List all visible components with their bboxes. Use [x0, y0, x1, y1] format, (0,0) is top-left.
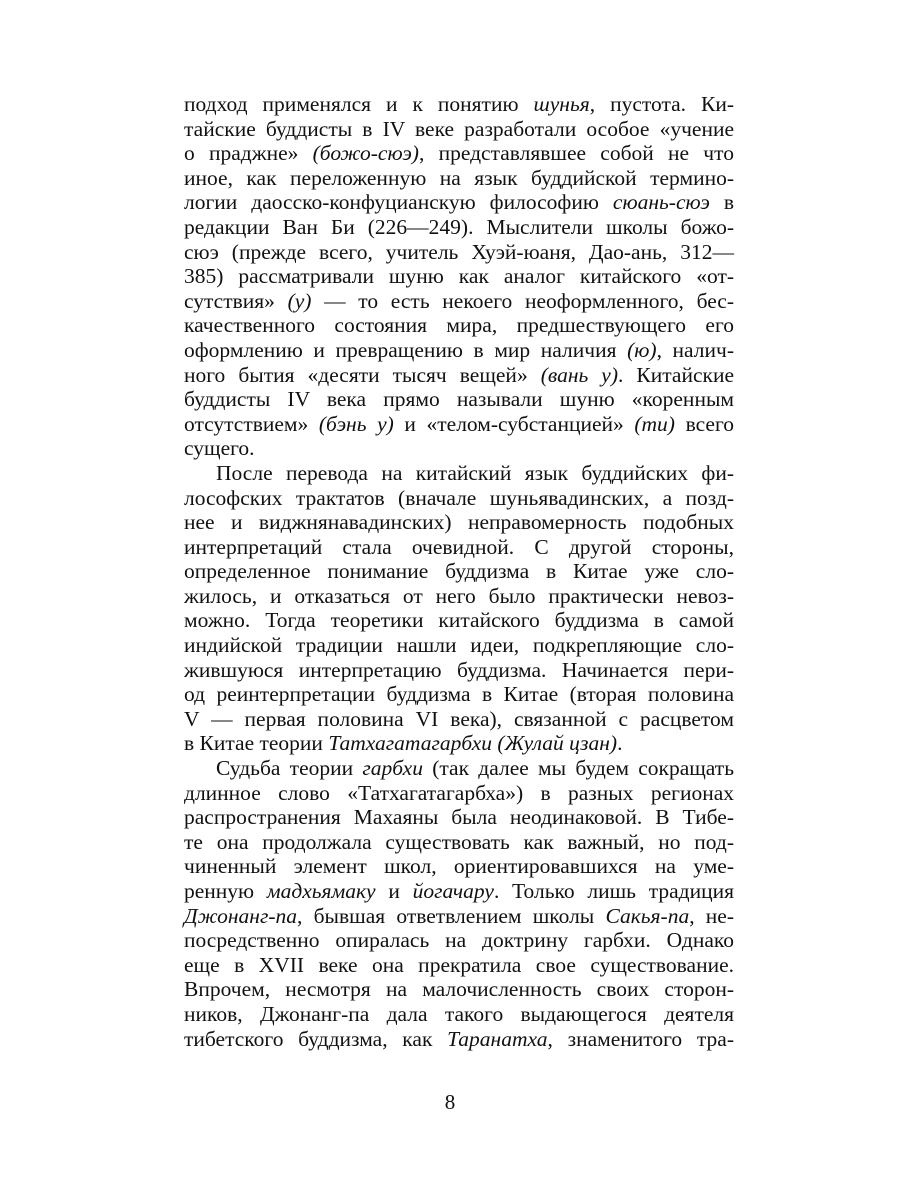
text-line	[184, 781, 734, 806]
italic-term: шунья	[533, 92, 590, 116]
text-line	[184, 264, 734, 289]
text-run: V — первая половина VI века), связанной с расцветом	[184, 706, 734, 731]
text-run: в Китае теории	[184, 731, 329, 756]
text-line	[184, 584, 734, 609]
text-run: ников, Джонанг-па дала такого выдающегося деятеля	[184, 1001, 734, 1026]
text-line	[184, 830, 734, 855]
text-run: ного бытия «десяти тысяч вещей»	[184, 362, 541, 387]
text-run: сюэ (прежде всего, учитель Хуэй-юаня, Дао-ань, 312—	[184, 239, 734, 264]
text-run: , налич-	[656, 337, 734, 362]
italic-term: Сакья-па	[605, 903, 690, 928]
text-run: отсутствием»	[184, 411, 319, 436]
text-run: еще в XVII веке она прекратила свое существование.	[184, 952, 734, 977]
text-run: тибетского буддизма, как	[184, 1026, 448, 1051]
text-run: в	[709, 190, 734, 215]
text-run: индийской традиции нашли идеи, подкрепляющие сло-	[184, 633, 734, 658]
text-run: иное, как переложенную на язык буддийской термино-	[184, 165, 734, 190]
text-line	[184, 240, 734, 265]
text-run: .	[617, 731, 623, 756]
text-run: — то есть некоего неоформленного, бес-	[311, 288, 735, 313]
text-line	[184, 953, 734, 978]
italic-term: (ти)	[634, 411, 675, 436]
text-line	[184, 461, 734, 486]
text-line	[184, 338, 734, 363]
text-line	[184, 904, 734, 929]
text-run: , знаменитого тра-	[547, 1026, 734, 1051]
text-run: 385) рассматривали шуню как аналог китайского «от-	[184, 264, 734, 289]
text-run: Судьба теории	[216, 756, 363, 781]
text-line	[184, 190, 734, 215]
text-line	[184, 854, 734, 879]
text-run: и «телом-субстанцией»	[393, 411, 635, 436]
text-run: подход применялся и к понятию	[184, 92, 534, 116]
italic-term: (бэнь у)	[318, 411, 394, 436]
text-run: жилось, и отказаться от него было практически невоз-	[184, 583, 734, 608]
text-run: сутствия»	[184, 288, 288, 313]
text-run: тайские буддисты в IV веке разработали особое «учение	[184, 116, 734, 141]
text-line	[184, 387, 734, 412]
text-run: те она продолжала существовать как важный, но под-	[184, 829, 734, 854]
page-number: 8	[444, 1090, 456, 1114]
text-line	[184, 141, 734, 166]
text-run: После перевода на китайский язык буддийских фи-	[216, 460, 734, 485]
text-line	[184, 313, 734, 338]
italic-term: гарбхи	[362, 756, 423, 781]
text-line	[184, 486, 734, 511]
text-run: и	[375, 879, 413, 903]
text-run: логии даосско-конфуцианскую философию	[184, 190, 613, 215]
italic-term: (у)	[287, 288, 312, 313]
text-line	[184, 608, 734, 633]
text-run: редакции Ван Би (226—249). Мыслители школы божо-	[184, 214, 734, 239]
text-run: нее и виджнянавадинских) неправомерность подобных	[184, 510, 734, 535]
text-run: ренную	[184, 879, 267, 903]
text-run: о праджне»	[184, 141, 313, 166]
text-line	[184, 633, 734, 658]
text-run: посредственно опиралась на доктрину гарбхи. Однако	[184, 928, 734, 953]
text-line	[184, 682, 734, 707]
text-line	[184, 928, 734, 953]
body-text	[184, 92, 734, 1051]
text-line	[184, 510, 734, 535]
text-line	[184, 117, 734, 142]
text-run: чиненный элемент школ, ориентировавшихся на уме-	[184, 854, 734, 879]
text-run: од реинтерпретации буддизма в Китае (вторая половина	[184, 682, 734, 707]
text-line	[184, 92, 734, 117]
text-line	[184, 412, 734, 437]
text-run: сущего.	[184, 436, 255, 461]
text-line	[184, 559, 734, 584]
text-run: качественного состояния мира, предшествующего его	[184, 313, 734, 338]
text-line	[184, 879, 734, 904]
text-line	[184, 436, 734, 461]
text-run: . Только лишь традиция	[493, 879, 734, 903]
text-run: всего	[674, 411, 734, 436]
text-run: (так далее мы будем сокращать	[422, 756, 734, 781]
text-run: жившуюся интерпретацию буддизма. Начинается пери-	[184, 657, 734, 682]
text-line	[184, 1027, 734, 1052]
text-run: , бывшая ответвлением школы	[297, 903, 606, 928]
italic-term: (божо-сюэ)	[312, 141, 419, 166]
text-line	[184, 977, 734, 1002]
text-run: интерпретаций стала очевидной. С другой стороны,	[184, 534, 734, 559]
text-run: лософских трактатов (вначале шуньявадинских, а позд-	[184, 485, 734, 510]
text-line	[184, 363, 734, 388]
text-line	[184, 1002, 734, 1027]
text-run: оформлению и превращению в мир наличия	[184, 337, 628, 362]
text-line	[184, 166, 734, 191]
text-run: длинное слово «Татхагатагарбха») в разных регионах	[184, 780, 734, 805]
italic-term: Джонанг-па	[184, 903, 298, 928]
text-line	[184, 731, 734, 756]
text-line	[184, 756, 734, 781]
text-line	[184, 535, 734, 560]
text-line	[184, 289, 734, 314]
text-line	[184, 658, 734, 683]
text-run: Впрочем, несмотря на малочисленность своих сторон-	[184, 977, 734, 1002]
italic-term: (ю)	[627, 337, 657, 362]
text-run: , представлявшее собой не что	[418, 141, 734, 166]
text-line	[184, 707, 734, 732]
text-run: распространения Махаяны была неодинаковой. В Тибе-	[184, 805, 734, 830]
text-run: , не-	[689, 903, 734, 928]
italic-term: сюань-сюэ	[612, 190, 710, 215]
italic-term: (вань у)	[540, 362, 618, 387]
italic-term: мадхьямаку	[266, 879, 376, 903]
italic-term: Татхагатагарбхи (Жулай цзан)	[328, 731, 618, 756]
text-run: буддисты IV века прямо называли шуню «коренным	[184, 387, 734, 412]
text-line	[184, 215, 734, 240]
italic-term: Таранатха	[447, 1026, 548, 1051]
text-run: . Китайские	[618, 362, 734, 387]
text-run: определенное понимание буддизма в Китае уже сло-	[184, 559, 734, 584]
italic-term: йогачару	[412, 879, 494, 903]
text-line	[184, 805, 734, 830]
text-run: можно. Тогда теоретики китайского буддизма в самой	[184, 608, 734, 633]
text-run: , пустота. Ки-	[589, 92, 735, 116]
